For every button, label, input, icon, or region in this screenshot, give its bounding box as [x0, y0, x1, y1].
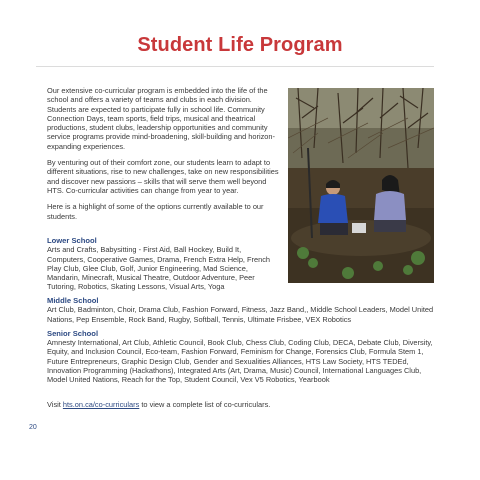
page-number: 20	[29, 424, 37, 431]
intro-paragraph-3: Here is a highlight of some of the options currently available to our students.	[47, 202, 264, 221]
middle-school-section	[47, 296, 435, 324]
middle-school-list: Art Club, Badminton, Choir, Drama Club, Fashion Forward, Fitness, Jazz Band,, Middle School Leaders, Model United Nations, Pep Ensemble, Rock Band, Rugby, Softball, Tennis, Ultimate Frisbee, VEX Robotics	[47, 305, 434, 324]
title-divider	[36, 66, 434, 67]
lower-school-list: Arts and Crafts, Babysitting - First Aid, Ball Hockey, Build It, Computers, Cooperative Games, Drama, French Extra Help, French Play Club, Glee Club, Golf, Junior Engineering, Mad Science, Mandarin, Minecraft, Musical Theatre, Outdoor Adventure, Peer Tutoring, Robotics, Skating Lessons, Visual Arts, Yoga	[47, 245, 271, 292]
intro-paragraph-2: By venturing out of their comfort zone, our students learn to adapt to different situations, rise to new challenges, take on new responsibilities and discover new passions – skills that will serve them well beyond HTS. Co-curricular activities can change from year to year.	[47, 158, 279, 195]
upper-sections	[47, 296, 435, 390]
visit-line	[47, 400, 435, 409]
senior-school-list: Amnesty International, Art Club, Athletic Council, Book Club, Chess Club, Coding Club, DECA, Debate Club, Diversity, Equity, and Inclusion Council, Eco-team, Fashion Forward, Feminism for Change, Forensics Club, Formula Stem 1, Future Entrepreneurs, Graphic Design Club, Gender and Sexualities Alliances, HTS Law Society, HTS TEDEd, Innovation Programming (Hackathons), Integrated Arts (Art, Drama, Music) Council, International Languages Club, Model United Nations, Reach for the Top, Student Council, Vex V5 Robotics, Yearbook	[47, 338, 433, 385]
visit-text-after: to view a complete list of co-curriculars.	[139, 400, 271, 409]
middle-school-heading: Middle School	[47, 296, 99, 305]
lower-school-heading: Lower School	[47, 236, 97, 245]
lower-school-section	[47, 236, 279, 292]
intro-paragraph-1: Our extensive co-curricular program is embedded into the life of the school and offers a variety of teams and clubs in each division. Students are expected to participate fully in school life. Community Connection Days, team sports, field trips, musical and theatrical productions, student clubs, leadership opportunities and community service programs provide mind-broadening, skill-building and horizon-expanding experiences.	[47, 86, 275, 151]
co-curriculars-link[interactable]: hts.on.ca/co-curriculars	[62, 400, 140, 409]
page-title: Student Life Program	[137, 34, 343, 56]
senior-school-section	[47, 329, 435, 385]
senior-school-heading: Senior School	[47, 328, 99, 338]
intro-text	[47, 86, 279, 228]
students-planting-photo	[288, 88, 434, 283]
visit-text-before: Visit	[47, 400, 63, 409]
